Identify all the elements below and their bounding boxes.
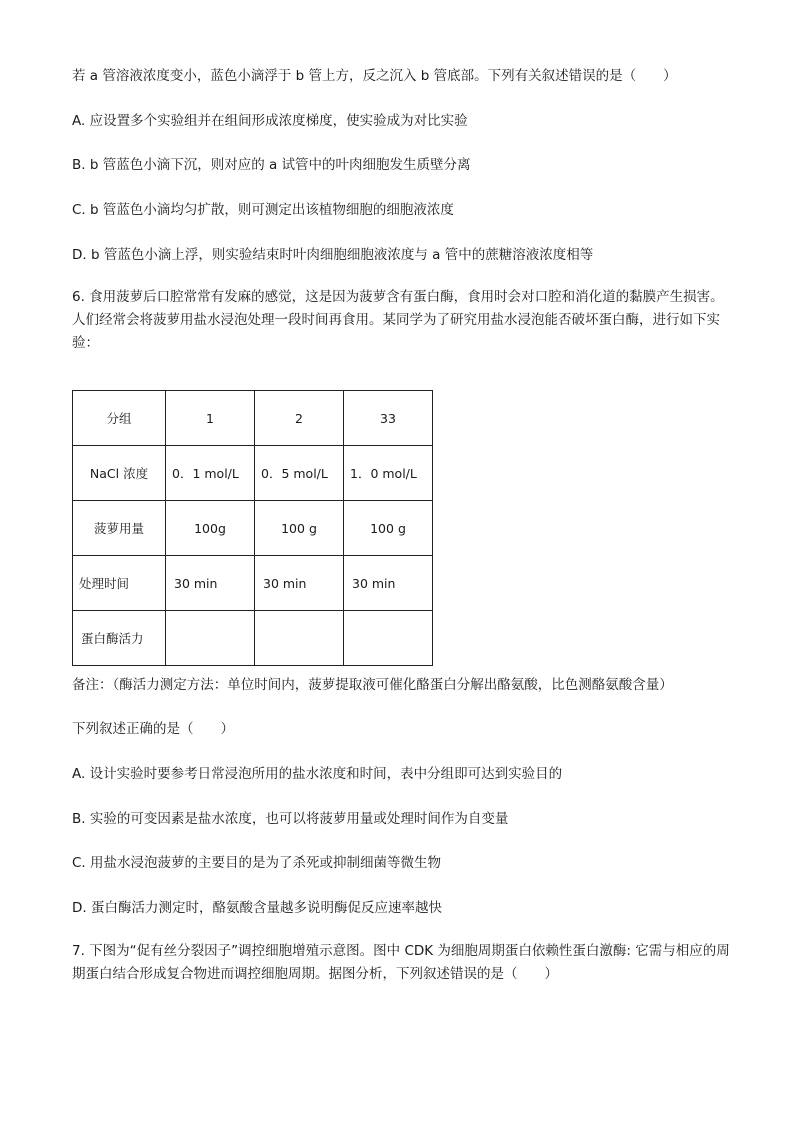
table-cell: 1 (166, 391, 255, 446)
table-cell: 30 min (166, 556, 255, 611)
table-cell: 33 (344, 391, 433, 446)
q6-option-a: A. 设计实验时要参考日常浸泡所用的盐水浓度和时间，表中分组即可达到实验目的 (72, 766, 563, 782)
q6-option-d: D. 蛋白酶活力测定时，酪氨酸含量越多说明酶促反应速率越快 (72, 900, 442, 916)
q5-option-b: B. b 管蓝色小滴下沉，则对应的 a 试管中的叶肉细胞发生质壁分离 (72, 157, 471, 173)
table-cell: 0．1 mol/L (166, 446, 255, 501)
q5-option-d: D. b 管蓝色小滴上浮，则实验结束时叶肉细胞细胞液浓度与 a 管中的蔗糖溶液浓度相等 (72, 247, 594, 263)
table-cell: 蛋白酶活力 (73, 611, 166, 666)
table-cell: 100 g (344, 501, 433, 556)
table-row (73, 556, 433, 611)
table-row (73, 446, 433, 501)
table-row (73, 391, 433, 446)
table-cell: 100g (166, 501, 255, 556)
experiment-table (72, 390, 433, 666)
table-row (73, 501, 433, 556)
q6-option-b: B. 实验的可变因素是盐水浓度，也可以将菠萝用量或处理时间作为自变量 (72, 811, 509, 827)
table-cell: 分组 (73, 391, 166, 446)
table-cell (166, 611, 255, 666)
table-cell (255, 611, 344, 666)
q6-question: 下列叙述正确的是（ ） (72, 721, 234, 737)
table-cell (344, 611, 433, 666)
q5-stem-tail: 若 a 管溶液浓度变小，蓝色小滴浮于 b 管上方，反之沉入 b 管底部。下列有关叙述错误的是（ ） (72, 68, 677, 84)
q6-note: 备注：（酶活力测定方法：单位时间内，菠萝提取液可催化酪蛋白分解出酪氨酸，比色测酪氨酸含量） (72, 677, 673, 693)
table-row (73, 611, 433, 666)
table-cell: 100 g (255, 501, 344, 556)
table-cell: 1．0 mol/L (344, 446, 433, 501)
q6-option-c: C. 用盐水浸泡菠萝的主要目的是为了杀死或抑制细菌等微生物 (72, 855, 442, 871)
table-cell: 2 (255, 391, 344, 446)
q6-stem: 6. 食用菠萝后口腔常常有发麻的感觉，这是因为菠萝含有蛋白酶，食用时会对口腔和消化道的黏膜产生损害。人们经常会将菠萝用盐水浸泡处理一段时间再食用。某同学为了研究用盐水浸泡能否破坏蛋白酶，进行如下实验： (72, 289, 724, 351)
table-cell: 菠萝用量 (73, 501, 166, 556)
q5-option-c: C. b 管蓝色小滴均匀扩散，则可测定出该植物细胞的细胞液浓度 (72, 202, 454, 218)
table-cell: 30 min (344, 556, 433, 611)
table-cell: 30 min (255, 556, 344, 611)
table-cell: 0．5 mol/L (255, 446, 344, 501)
table-cell: NaCl 浓度 (73, 446, 166, 501)
q5-option-a: A. 应设置多个实验组并在组间形成浓度梯度，使实验成为对比实验 (72, 113, 468, 129)
q7-stem: 7. 下图为“促有丝分裂因子”调控细胞增殖示意图。图中 CDK 为细胞周期蛋白依赖性蛋白激酶: 它需与相应的周期蛋白结合形成复合物进而调控细胞周期。据图分析，下列叙述错误的是（ ） (72, 943, 730, 982)
table-cell: 处理时间 (73, 556, 166, 611)
